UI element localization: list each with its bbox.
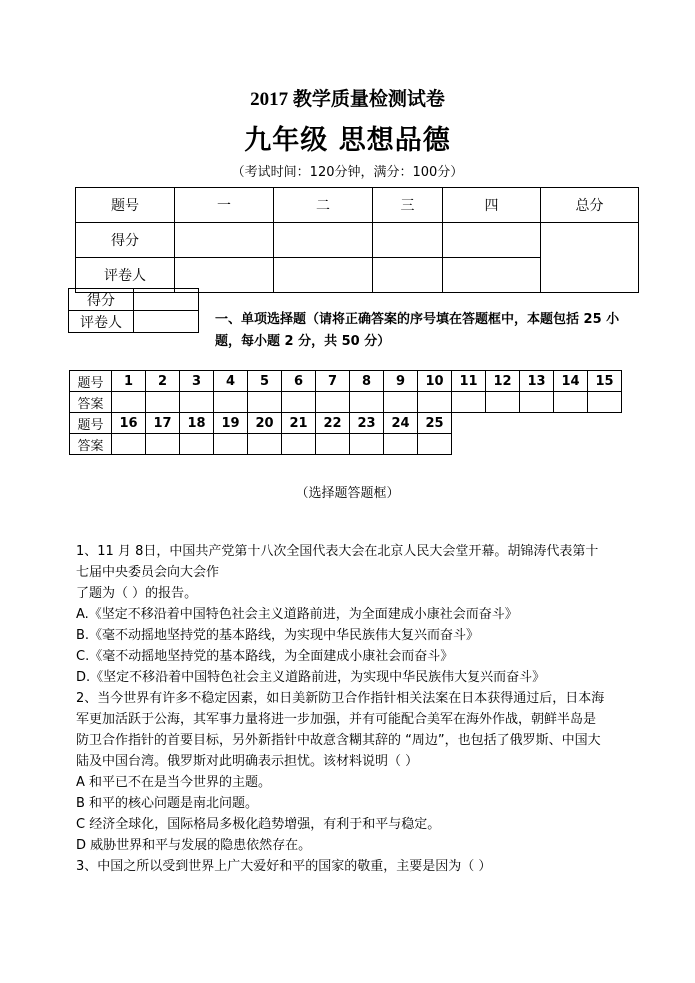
- answer-grid: [69, 370, 622, 455]
- question-number-cell: 9: [384, 371, 418, 392]
- question-1-option-d: D.《坚定不移沿着中国特色社会主义道路前进，为实现中华民族伟大复兴而奋斗》: [76, 670, 546, 685]
- answer-cell[interactable]: [112, 392, 146, 413]
- grader-cell[interactable]: [443, 258, 541, 293]
- grader-cell[interactable]: [373, 258, 443, 293]
- answer-cell[interactable]: [350, 434, 384, 455]
- grader-cell[interactable]: [274, 258, 373, 293]
- answer-cell[interactable]: [418, 392, 452, 413]
- score-table: [75, 187, 639, 293]
- answer-grid-label: 答案: [70, 434, 112, 455]
- question-number-cell: 6: [282, 371, 316, 392]
- question-number-cell: 10: [418, 371, 452, 392]
- question-1-stem-line: 七届中央委员会向大会作: [76, 565, 220, 580]
- answer-grid-label: 题号: [70, 371, 112, 392]
- question-1-option-a: A.《坚定不移沿着中国特色社会主义道路前进，为全面建成小康社会而奋斗》: [76, 607, 518, 622]
- answer-cell[interactable]: [554, 392, 588, 413]
- question-number-cell: 1: [112, 371, 146, 392]
- question-number-cell: 8: [350, 371, 384, 392]
- score-header-cell: 二: [274, 188, 373, 223]
- score-header-cell: 题号: [76, 188, 175, 223]
- score-cell[interactable]: [175, 223, 274, 258]
- answer-grid-label: 题号: [70, 413, 112, 434]
- empty-space: [452, 434, 622, 455]
- question-2-option-d: D 威胁世界和平与发展的隐患依然存在。: [76, 838, 312, 853]
- grader-box-cell[interactable]: [134, 311, 199, 333]
- answer-cell[interactable]: [520, 392, 554, 413]
- question-number-cell: 17: [146, 413, 180, 434]
- score-cell[interactable]: [373, 223, 443, 258]
- answer-cell[interactable]: [248, 434, 282, 455]
- answer-cell[interactable]: [180, 434, 214, 455]
- answer-cell[interactable]: [316, 434, 350, 455]
- question-number-cell: 15: [588, 371, 622, 392]
- question-number-cell: 16: [112, 413, 146, 434]
- question-number-cell: 14: [554, 371, 588, 392]
- exam-subject: 九年级 思想品德: [244, 125, 451, 156]
- question-number-cell: 11: [452, 371, 486, 392]
- question-number-cell: 18: [180, 413, 214, 434]
- answer-grid-caption: （选择题答题框）: [295, 486, 400, 501]
- answer-grid-number-row: [70, 371, 622, 392]
- answer-cell[interactable]: [180, 392, 214, 413]
- question-1-stem-line: 1、11 月 8日，中国共产党第十八次全国代表大会在北京人民大会堂开幕。胡锦涛代表第十: [76, 544, 599, 559]
- question-1-option-c: C.《毫不动摇地坚持党的基本路线，为全面建成小康社会而奋斗》: [76, 649, 454, 664]
- answer-grid-answer-row: [70, 392, 622, 413]
- question-1-stem-line: 了题为（ ）的报告。: [76, 586, 198, 601]
- answer-cell[interactable]: [146, 434, 180, 455]
- score-header-cell: 四: [443, 188, 541, 223]
- answer-cell[interactable]: [384, 392, 418, 413]
- answer-cell[interactable]: [282, 434, 316, 455]
- grader-box-label: 得分: [69, 289, 134, 311]
- question-2-option-c: C 经济全球化，国际格局多极化趋势增强，有利于和平与稳定。: [76, 817, 441, 832]
- answer-cell[interactable]: [316, 392, 350, 413]
- grader-row-label: 评卷人: [76, 258, 175, 293]
- grader-box-cell[interactable]: [134, 289, 199, 311]
- answer-cell[interactable]: [112, 434, 146, 455]
- question-1-option-b: B.《毫不动摇地坚持党的基本路线，为实现中华民族伟大复兴而奋斗》: [76, 628, 480, 643]
- answer-cell[interactable]: [146, 392, 180, 413]
- question-number-cell: 12: [486, 371, 520, 392]
- question-number-cell: 5: [248, 371, 282, 392]
- question-2-option-a: A 和平已不在是当今世界的主题。: [76, 775, 272, 790]
- score-header-cell: 总分: [541, 188, 639, 223]
- question-number-cell: 7: [316, 371, 350, 392]
- exam-title: 2017 教学质量检测试卷: [250, 89, 445, 110]
- answer-cell[interactable]: [214, 392, 248, 413]
- question-2-stem-line: 军更加活跃于公海，其军事力量将进一步加强，并有可能配合美军在海外作战，朝鲜半岛是: [76, 712, 597, 727]
- answer-cell[interactable]: [588, 392, 622, 413]
- question-number-cell: 4: [214, 371, 248, 392]
- score-cell[interactable]: [443, 223, 541, 258]
- question-number-cell: 13: [520, 371, 554, 392]
- answer-cell[interactable]: [248, 392, 282, 413]
- score-header-cell: 一: [175, 188, 274, 223]
- score-row: [76, 223, 639, 258]
- answer-grid-number-row: [70, 413, 622, 434]
- answer-cell[interactable]: [350, 392, 384, 413]
- question-3-stem-line: 3、中国之所以受到世界上广大爱好和平的国家的敬重，主要是因为（ ）: [76, 859, 492, 874]
- question-number-cell: 25: [418, 413, 452, 434]
- answer-cell[interactable]: [452, 392, 486, 413]
- question-number-cell: 21: [282, 413, 316, 434]
- answer-cell[interactable]: [418, 434, 452, 455]
- question-number-cell: 22: [316, 413, 350, 434]
- answer-grid-answer-row: [70, 434, 622, 455]
- question-number-cell: 2: [146, 371, 180, 392]
- empty-space: [452, 413, 622, 434]
- answer-grid-label: 答案: [70, 392, 112, 413]
- total-score-cell[interactable]: [541, 223, 639, 293]
- exam-info: （考试时间：120分钟，满分：100分）: [231, 165, 464, 180]
- question-2-stem-line: 陆及中国台湾。俄罗斯对此明确表示担忧。该材料说明（ ）: [76, 754, 419, 769]
- answer-cell[interactable]: [486, 392, 520, 413]
- answer-cell[interactable]: [214, 434, 248, 455]
- answer-cell[interactable]: [384, 434, 418, 455]
- score-row-label: 得分: [76, 223, 175, 258]
- question-number-cell: 24: [384, 413, 418, 434]
- section-grader-box: [68, 288, 199, 333]
- grader-box-label: 评卷人: [69, 311, 134, 333]
- section-heading: 一、单项选择题（请将正确答案的序号填在答题框中，本题包括 25 小题，每小题 2 分，共 50 分）: [215, 312, 620, 349]
- question-2-stem-line: 2、当今世界有许多不稳定因素，如日美新防卫合作指针相关法案在日本获得通过后，日本海: [76, 691, 605, 706]
- score-table-header-row: [76, 188, 639, 223]
- score-cell[interactable]: [274, 223, 373, 258]
- question-number-cell: 3: [180, 371, 214, 392]
- question-2-option-b: B 和平的核心问题是南北问题。: [76, 796, 259, 811]
- question-number-cell: 23: [350, 413, 384, 434]
- question-2-stem-line: 防卫合作指针的首要目标，另外新指针中故意含糊其辞的 “周边”，也包括了俄罗斯、中国大: [76, 733, 601, 748]
- answer-cell[interactable]: [282, 392, 316, 413]
- score-header-cell: 三: [373, 188, 443, 223]
- question-number-cell: 19: [214, 413, 248, 434]
- question-number-cell: 20: [248, 413, 282, 434]
